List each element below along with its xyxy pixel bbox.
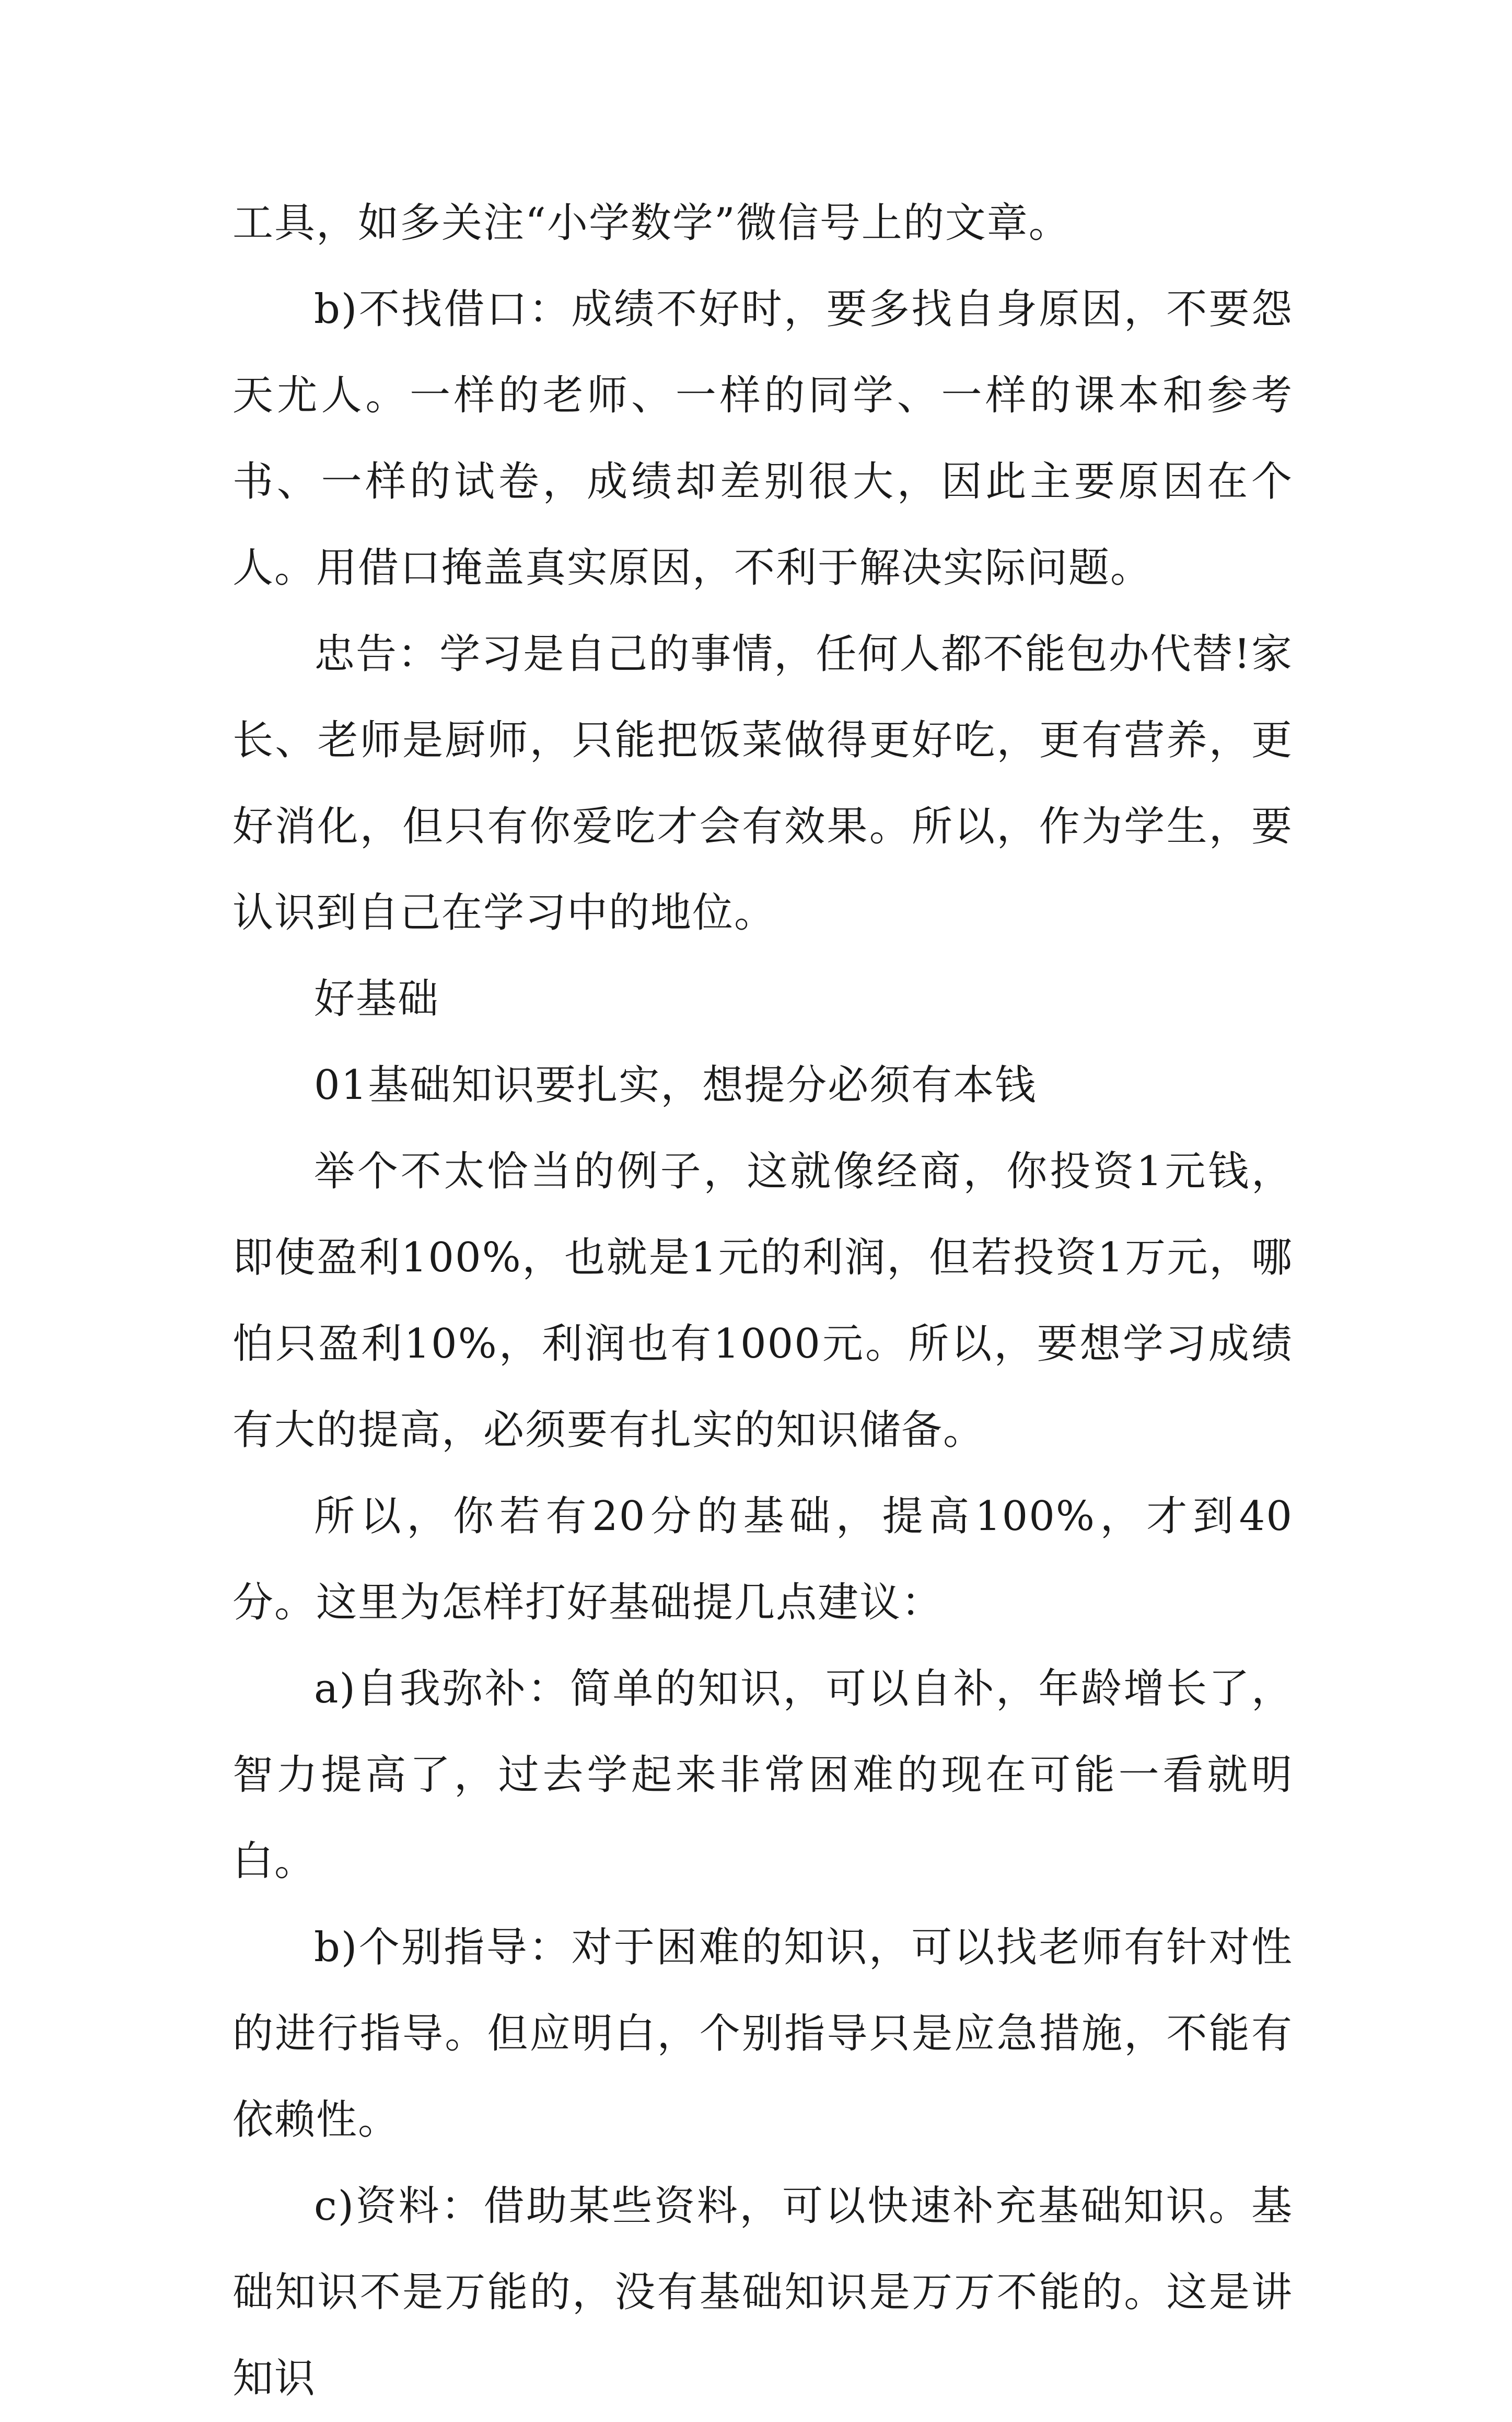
paragraph-3: 忠告：学习是自己的事情，任何人都不能包办代替!家长、老师是厨师，只能把饭菜做得更好吃，更有营养，更好消化，但只有你爱吃才会有效果。所以，作为学生，要认识到自己在学习中的地位。	[232, 631, 1293, 936]
paragraph-7: 所以，你若有20分的基础，提高100%，才到40分。这里为怎样打好基础提几点建议：	[232, 1493, 1293, 1626]
paragraph-2: b)不找借口：成绩不好时，要多找自身原因，不要怨天尤人。一样的老师、一样的同学、一样的课本和参考书、一样的试卷，成绩却差别很大，因此主要原因在个人。用借口掩盖真实原因，不利于解决实际问题。	[232, 286, 1293, 592]
paragraph-10: c)资料：借助某些资料，可以快速补充基础知识。基础知识不是万能的，没有基础知识是万万不能的。这是讲知识	[232, 2183, 1293, 2402]
body-text	[232, 180, 1293, 2422]
paragraph-8: a)自我弥补：简单的知识，可以自补，年龄增长了，智力提高了，过去学起来非常困难的现在可能一看就明白。	[232, 1665, 1293, 1885]
paragraph-1: 工具，如多关注“小学数学”微信号上的文章。	[232, 200, 1071, 247]
section-heading: 好基础	[314, 976, 440, 1023]
paragraph-6: 举个不太恰当的例子，这就像经商，你投资1元钱，即使盈利100%，也就是1元的利润，但若投资1万元，哪怕只盈利10%，利润也有1000元。所以，要想学习成绩有大的提高，必须要有扎实的知识储备。	[232, 1148, 1293, 1454]
paragraph-9: b)个别指导：对于困难的知识，可以找老师有针对性的进行指导。但应明白，个别指导只是应急措施，不能有依赖性。	[232, 1924, 1293, 2143]
subsection-heading: 01基础知识要扎实，想提分必须有本钱	[314, 1062, 1037, 1109]
